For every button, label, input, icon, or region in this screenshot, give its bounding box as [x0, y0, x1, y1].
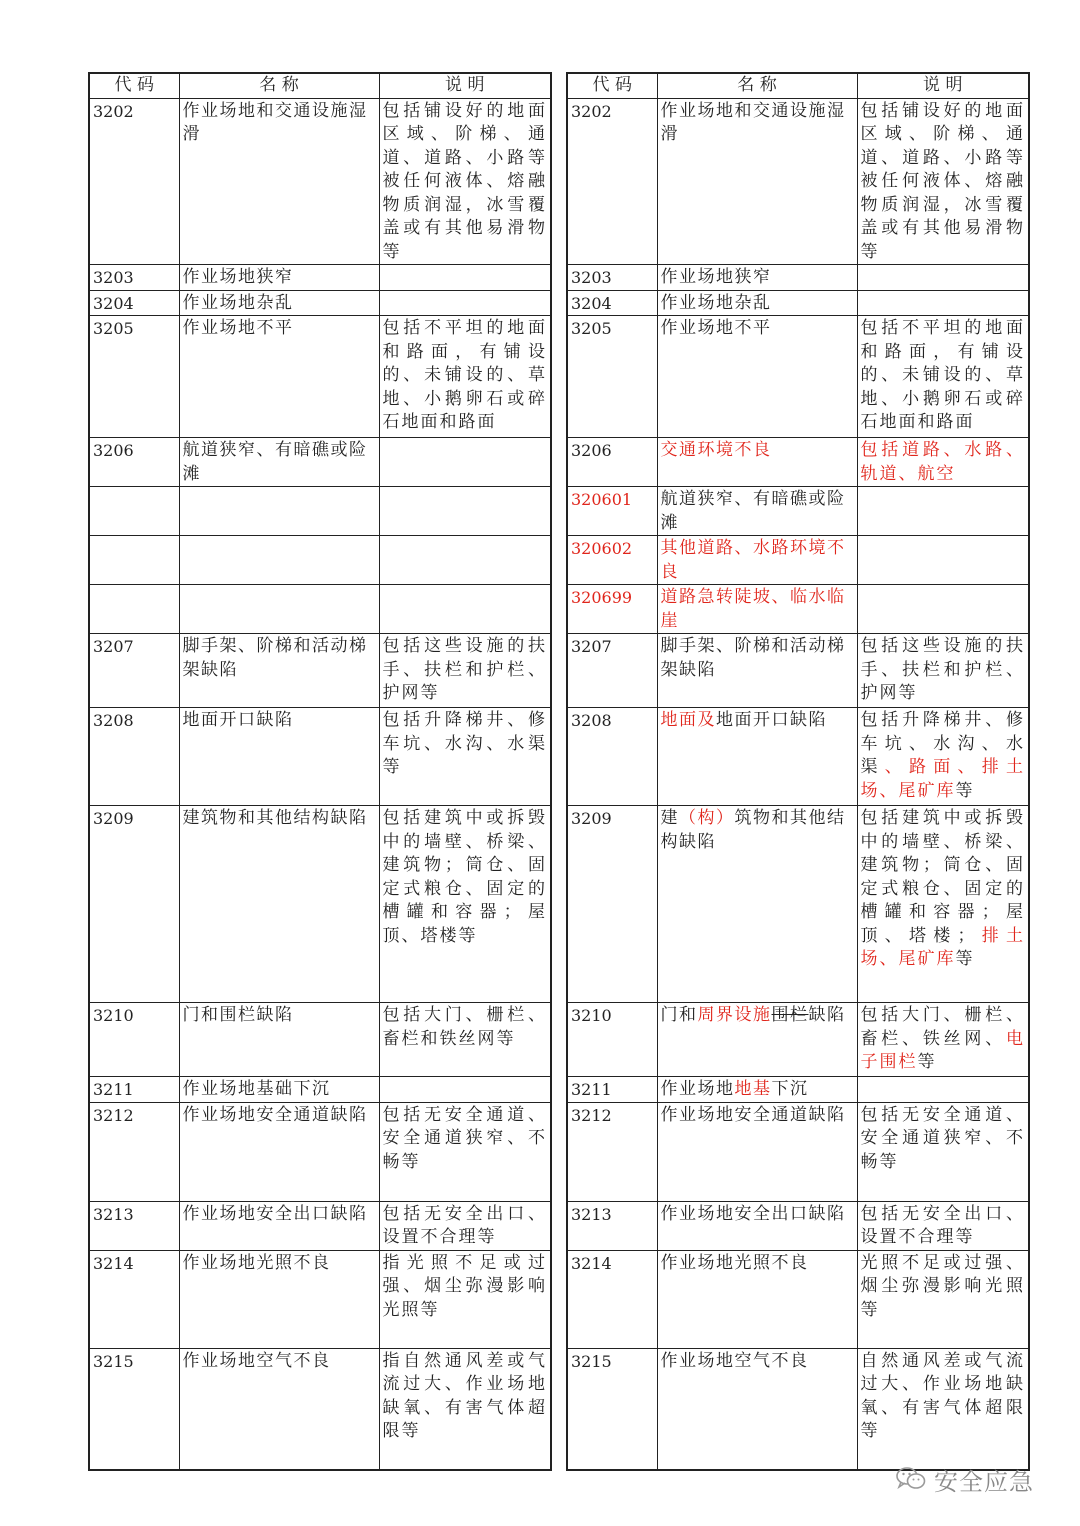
code-cell: 3205 [89, 316, 179, 438]
desc-cell: 包括这些设施的扶手、扶栏和护栏、护网等 [379, 634, 551, 708]
name-cell [657, 265, 857, 291]
table-row [89, 1250, 551, 1348]
desc-cell [379, 265, 551, 291]
desc-cell [857, 487, 1029, 536]
table-row [89, 1201, 551, 1250]
watermark [896, 1462, 1056, 1496]
code-cell: 3208 [89, 708, 179, 806]
desc-cell [857, 585, 1029, 634]
table-row [89, 634, 551, 708]
code-cell: 3210 [567, 1003, 657, 1077]
desc-cell: 包括建筑中或拆毁中的墙壁、桥梁、建筑物；筒仓、固定式粮仓、固定的槽罐和容器；屋顶、塔楼等 [379, 806, 551, 1003]
code-cell: 3202 [567, 98, 657, 265]
table-row [567, 585, 1029, 634]
table-row [89, 487, 551, 536]
name-cell [657, 1077, 857, 1103]
name-cell [657, 708, 857, 806]
table-row [567, 634, 1029, 708]
desc-cell [857, 98, 1029, 265]
table-row [89, 708, 551, 806]
code-cell [89, 585, 179, 634]
desc-cell: 指光照不足或过强、烟尘弥漫影响光照等 [379, 1250, 551, 1348]
watermark-text: 安全应急 [934, 1467, 1034, 1496]
desc-cell [857, 1077, 1029, 1103]
text-segment: 建 [660, 808, 679, 828]
desc-cell [379, 438, 551, 487]
name-cell [657, 316, 857, 438]
code-cell: 3210 [89, 1003, 179, 1077]
table-row [567, 290, 1029, 316]
text-segment: 等 [917, 1052, 937, 1072]
table-row [89, 806, 551, 1003]
text-segment: 自然通风差或气流过大、作业场地缺氧、有害气体超限等 [860, 1350, 1025, 1441]
text-segment: 包括升降梯井、修车坑、水沟、水渠 [860, 710, 1025, 777]
revised-text: 交通环境不良 [660, 440, 772, 460]
code-cell: 3209 [89, 806, 179, 1003]
text-segment: 脚手架、阶梯和活动梯架缺陷 [660, 636, 846, 680]
table-row [567, 1201, 1029, 1250]
code-cell: 3203 [89, 265, 179, 291]
code-cell: 320601 [567, 487, 657, 536]
desc-cell: 包括大门、栅栏、畜栏和铁丝网等 [379, 1003, 551, 1077]
code-cell: 3214 [567, 1250, 657, 1348]
name-cell [657, 438, 857, 487]
name-cell: 门和围栏缺陷 [179, 1003, 379, 1077]
text-segment: 缺陷 [808, 1005, 846, 1025]
revised-text: 排土场、尾矿库 [860, 925, 1025, 969]
revised-text: （构） [679, 808, 735, 828]
name-cell: 作业场地不平 [179, 316, 379, 438]
code-cell: 3215 [89, 1348, 179, 1470]
desc-cell [857, 316, 1029, 438]
code-cell: 3208 [567, 708, 657, 806]
desc-cell [857, 290, 1029, 316]
table-row [567, 265, 1029, 291]
text-segment: 作业场地杂乱 [660, 292, 772, 313]
name-cell [657, 536, 857, 585]
text-segment: 等 [955, 780, 975, 801]
desc-cell [857, 438, 1029, 487]
table-row [567, 98, 1029, 265]
name-cell: 建筑物和其他结构缺陷 [179, 806, 379, 1003]
code-cell [89, 487, 179, 536]
code-cell: 320699 [567, 585, 657, 634]
text-segment: 作业场地空气不良 [660, 1350, 809, 1371]
revised-text: 、路面、排土场、尾矿库 [860, 757, 1025, 801]
table-row [89, 98, 551, 265]
code-cell: 3214 [89, 1250, 179, 1348]
left-header-row [89, 73, 551, 98]
text-segment: 作业场地 [660, 1079, 735, 1099]
desc-cell [857, 634, 1029, 708]
right-header-row [567, 73, 1029, 98]
text-segment: 作业场地不平 [660, 318, 772, 338]
desc-cell [379, 1077, 551, 1103]
desc-cell: 指自然通风差或气流过大、作业场地缺氧、有害气体超限等 [379, 1348, 551, 1470]
header-name: 名 称 [657, 73, 857, 98]
code-cell: 3212 [567, 1102, 657, 1201]
text-segment: 门和 [660, 1005, 698, 1025]
name-cell: 航道狭窄、有暗礁或险滩 [179, 438, 379, 487]
code-cell: 3206 [89, 438, 179, 487]
desc-cell [379, 290, 551, 316]
code-cell: 3204 [567, 290, 657, 316]
code-cell: 3204 [89, 290, 179, 316]
name-cell: 脚手架、阶梯和活动梯架缺陷 [179, 634, 379, 708]
name-cell: 作业场地杂乱 [179, 290, 379, 316]
name-cell [657, 806, 857, 1003]
table-row [567, 1102, 1029, 1201]
code-cell [89, 536, 179, 585]
left-table-body [89, 98, 551, 1470]
revised-text: 周界设施 [697, 1005, 772, 1025]
right-table-body [567, 98, 1029, 1470]
code-cell: 3212 [89, 1102, 179, 1201]
revised-text: 包括道路、水路、轨道、航空 [860, 440, 1025, 484]
name-cell: 作业场地和交通设施湿滑 [179, 98, 379, 265]
code-cell: 3203 [567, 265, 657, 291]
table-row [89, 438, 551, 487]
table-row [89, 290, 551, 316]
code-cell: 3215 [567, 1348, 657, 1470]
text-segment: 作业场地狭窄 [660, 267, 772, 287]
name-cell: 作业场地基础下沉 [179, 1077, 379, 1103]
name-cell [657, 487, 857, 536]
table-row [89, 265, 551, 291]
table-row [567, 1250, 1029, 1348]
revised-text: 道路急转陡坡、临水临崖 [660, 587, 846, 631]
table-row [567, 438, 1029, 487]
revised-text: 其他道路、水路环境不良 [660, 538, 846, 582]
text-segment: 等 [955, 949, 975, 969]
header-desc: 说 明 [379, 73, 551, 98]
name-cell: 作业场地安全出口缺陷 [179, 1201, 379, 1250]
text-segment: 包括不平坦的地面和路面，有铺设的、未铺设的、草地、小鹅卵石或碎石地面和路面 [860, 318, 1025, 432]
table-row [89, 1003, 551, 1077]
table-row [89, 536, 551, 585]
text-segment: 包括这些设施的扶手、扶栏和护栏、护网等 [860, 636, 1025, 703]
table-row [89, 1077, 551, 1103]
text-segment: 包括建筑中或拆毁中的墙壁、桥梁、建筑物；筒仓、固定式粮仓、固定的槽罐和容器；屋顶、塔楼； [860, 808, 1025, 946]
code-cell: 3206 [567, 438, 657, 487]
code-cell: 3211 [89, 1077, 179, 1103]
text-segment: 包括无安全通道、安全通道狭窄、不畅等 [860, 1104, 1025, 1172]
desc-cell: 包括铺设好的地面区域、阶梯、通道、道路、小路等被任何液体、熔融物质润湿，冰雪覆盖或有其他易滑物等 [379, 98, 551, 265]
name-cell [657, 1250, 857, 1348]
text-segment: 作业场地安全出口缺陷 [660, 1203, 846, 1224]
name-cell [657, 634, 857, 708]
header-name: 名 称 [179, 73, 379, 98]
name-cell: 作业场地安全通道缺陷 [179, 1102, 379, 1201]
desc-cell [379, 585, 551, 634]
name-cell [657, 585, 857, 634]
table-row [567, 806, 1029, 1003]
name-cell [657, 1003, 857, 1077]
name-cell [657, 98, 857, 265]
revised-text: 电子围栏 [860, 1028, 1025, 1072]
name-cell [179, 585, 379, 634]
code-cell: 3205 [567, 316, 657, 438]
desc-cell [857, 1102, 1029, 1201]
right-table [566, 72, 1030, 1471]
text-segment: 下沉 [771, 1079, 809, 1099]
name-cell [657, 1201, 857, 1250]
desc-cell: 包括不平坦的地面和路面，有铺设的、未铺设的、草地、小鹅卵石或碎石地面和路面 [379, 316, 551, 438]
name-cell: 作业场地光照不良 [179, 1250, 379, 1348]
wechat-icon [896, 1466, 926, 1492]
name-cell [179, 487, 379, 536]
table-row [567, 487, 1029, 536]
code-cell: 3213 [89, 1201, 179, 1250]
name-cell [179, 536, 379, 585]
table-row [89, 1348, 551, 1470]
name-cell [657, 1102, 857, 1201]
text-segment: 包括铺设好的地面区域、阶梯、通道、道路、小路等被任何液体、熔融物质润湿，冰雪覆盖或有其他易滑物等 [860, 100, 1025, 262]
table-row [89, 1102, 551, 1201]
text-segment: 光照不足或过强、烟尘弥漫影响光照等 [860, 1252, 1025, 1320]
desc-cell [857, 265, 1029, 291]
code-cell: 3213 [567, 1201, 657, 1250]
table-row [567, 708, 1029, 806]
text-segment: 筑物和其他结构缺陷 [660, 808, 846, 852]
code-cell: 3202 [89, 98, 179, 265]
text-segment: 航道狭窄、有暗礁或险滩 [660, 489, 846, 533]
desc-cell [857, 1348, 1029, 1470]
left-table [88, 72, 552, 1471]
text-segment: 作业场地光照不良 [660, 1252, 809, 1273]
desc-cell [857, 708, 1029, 806]
desc-cell: 包括升降梯井、修车坑、水沟、水渠等 [379, 708, 551, 806]
name-cell: 作业场地空气不良 [179, 1348, 379, 1470]
name-cell: 作业场地狭窄 [179, 265, 379, 291]
table-row [89, 316, 551, 438]
code-cell: 3207 [89, 634, 179, 708]
desc-cell: 包括无安全通道、安全通道狭窄、不畅等 [379, 1102, 551, 1201]
desc-cell [857, 1003, 1029, 1077]
revised-text: 地面及 [660, 710, 716, 730]
code-cell: 3211 [567, 1077, 657, 1103]
table-row [567, 1077, 1029, 1103]
desc-cell [379, 536, 551, 585]
table-row [89, 585, 551, 634]
header-desc: 说 明 [857, 73, 1029, 98]
table-row [567, 536, 1029, 585]
table-row [567, 1003, 1029, 1077]
header-code: 代 码 [567, 73, 657, 98]
name-cell [657, 290, 857, 316]
text-segment: 包括大门、栅栏、畜栏、铁丝网、 [860, 1005, 1025, 1049]
text-segment: 围栏 [771, 1005, 809, 1025]
code-cell: 320602 [567, 536, 657, 585]
text-segment: 地面开口缺陷 [716, 710, 827, 730]
desc-cell [857, 536, 1029, 585]
desc-cell [857, 806, 1029, 1003]
revised-text: 地基 [734, 1079, 772, 1099]
header-code: 代 码 [89, 73, 179, 98]
table-row [567, 1348, 1029, 1470]
desc-cell [857, 1250, 1029, 1348]
desc-cell: 包括无安全出口、设置不合理等 [379, 1201, 551, 1250]
text-segment: 包括无安全出口、设置不合理等 [860, 1203, 1025, 1247]
code-cell: 3207 [567, 634, 657, 708]
name-cell [657, 1348, 857, 1470]
desc-cell [857, 1201, 1029, 1250]
name-cell: 地面开口缺陷 [179, 708, 379, 806]
desc-cell [379, 487, 551, 536]
text-segment: 作业场地和交通设施湿滑 [660, 100, 846, 144]
code-cell: 3209 [567, 806, 657, 1003]
text-segment: 作业场地安全通道缺陷 [660, 1104, 846, 1125]
table-row [567, 316, 1029, 438]
